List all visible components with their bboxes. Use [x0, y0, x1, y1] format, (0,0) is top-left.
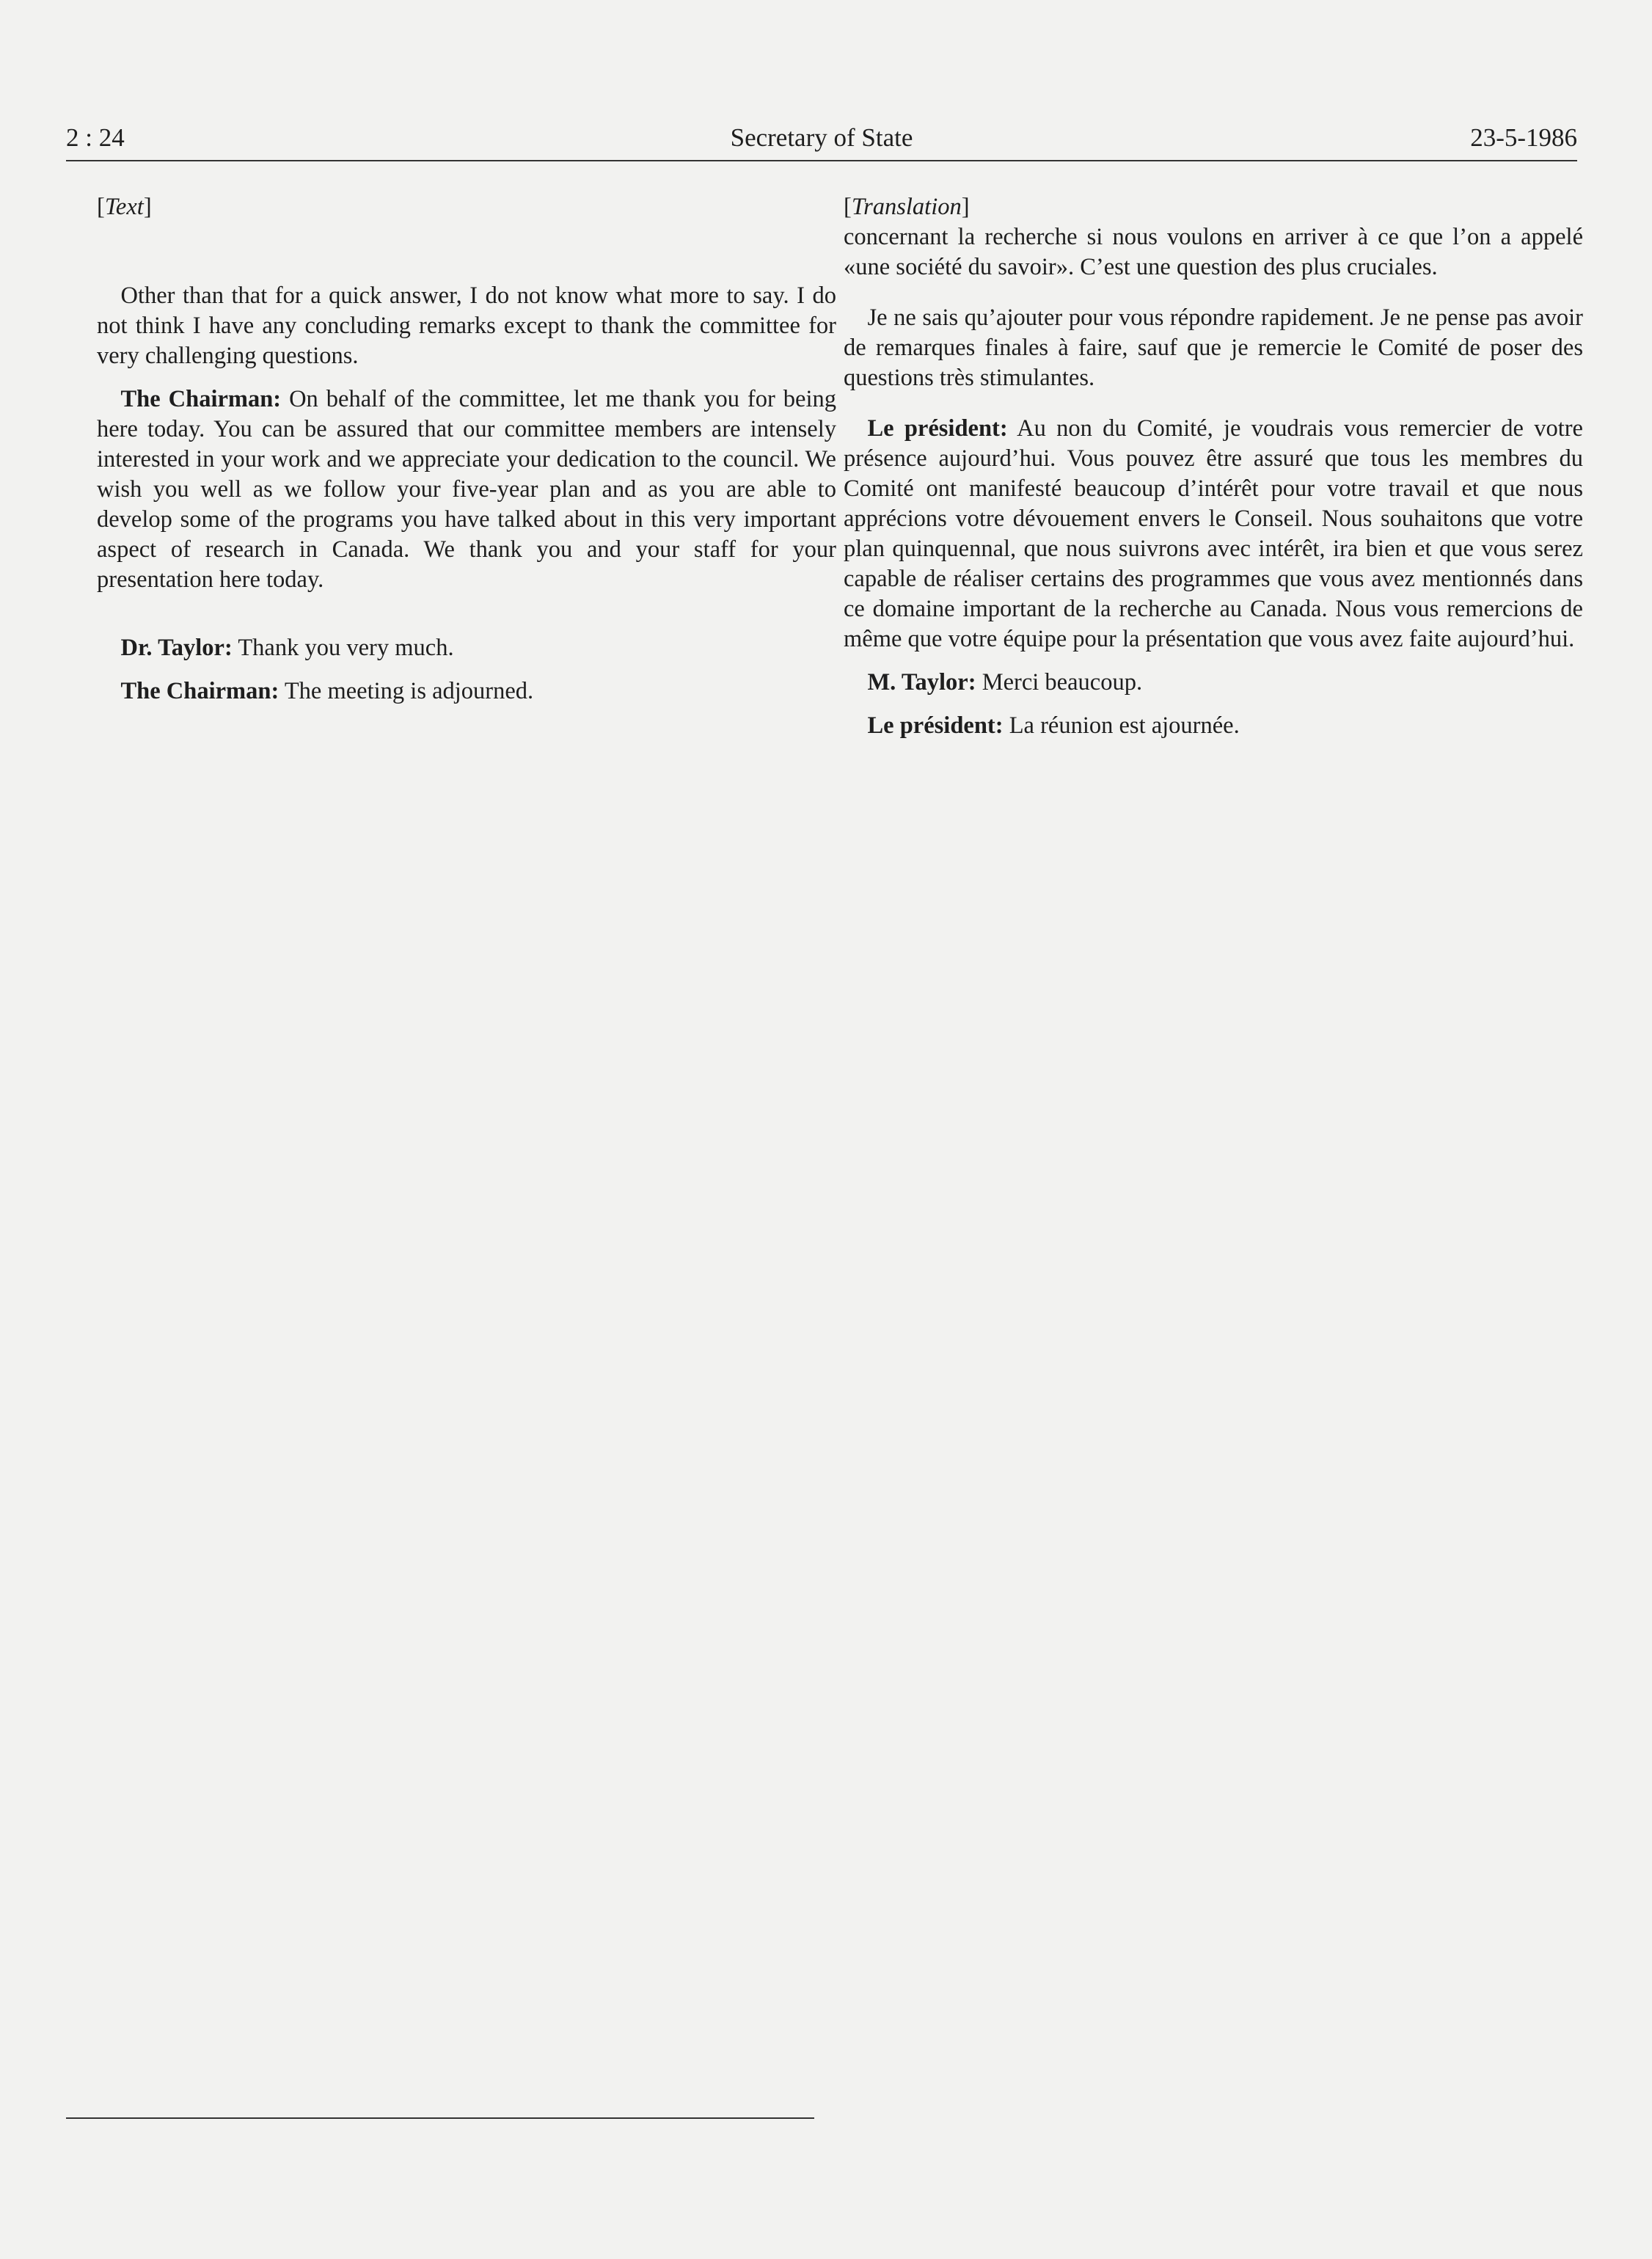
column-label: [Translation]	[844, 194, 970, 220]
speaker-name: The Chairman:	[120, 678, 279, 704]
speaker-name: Le président:	[867, 712, 1004, 739]
speaker-name: The Chairman:	[120, 386, 282, 412]
page-number: 2 : 24	[66, 123, 125, 152]
paragraph: Other than that for a quick answer, I do not know what more to say. I do not think I have any concluding remarks except to thank the committee for very challenging questions.	[97, 282, 836, 369]
paragraph: Dr. Taylor: Thank you very much.	[120, 635, 454, 661]
paragraph: Je ne sais qu’ajouter pour vous répondre rapidement. Je ne pense pas avoir de remarques finales à faire, sauf que je remercie le Comité de poser des questions très stimulantes.	[844, 304, 1583, 391]
paragraph: Le président: La réunion est ajournée.	[867, 712, 1240, 739]
column-label: [Text]	[97, 194, 152, 220]
speaker-name: M. Taylor:	[867, 669, 976, 696]
page-header	[66, 123, 1577, 160]
page-title: Secretary of State	[730, 123, 913, 152]
paragraph: The Chairman: On behalf of the committee, let me thank you for being here today. You can be assured that our committee members are intensely interested in your work and we appreciate your dedication to the council. We wish you well as we follow your five-year plan and as you are able to develop some of the programs you have talked about in this very important aspect of research in Canada. We thank you and your staff for your presentation here today.	[97, 386, 836, 593]
paragraph: M. Taylor: Merci beaucoup.	[867, 669, 1143, 696]
paragraph: concernant la recherche si nous voulons en arriver à ce que l’on a appelé «une société du savoir». C’est une question des plus cruciales.	[844, 224, 1583, 280]
footer-rule	[66, 2117, 814, 2119]
right-column	[844, 192, 1583, 741]
speaker-name: Le président:	[867, 415, 1008, 442]
left-column	[97, 192, 836, 707]
header-rule	[66, 160, 1577, 161]
page-date: 23-5-1986	[1470, 123, 1577, 152]
paragraph: The Chairman: The meeting is adjourned.	[120, 678, 534, 704]
speaker-name: Dr. Taylor:	[120, 635, 233, 661]
paragraph: Le président: Au non du Comité, je voudrais vous remercier de votre présence aujourd’hui. Vous pouvez être assuré que tous les membres du Comité ont manifesté beaucoup d’intérêt pour votre travail et que nous apprécions votre dévouement envers le Conseil. Nous souhaitons que votre plan quinquennal, que nous suivrons avec intérêt, ira bien et que vous serez capable de réaliser certains des programmes que vous avez mentionnés dans ce domaine important de la recherche au Canada. Nous vous remercions de même que votre équipe pour la présentation que vous avez faite aujourd’hui.	[844, 415, 1583, 652]
